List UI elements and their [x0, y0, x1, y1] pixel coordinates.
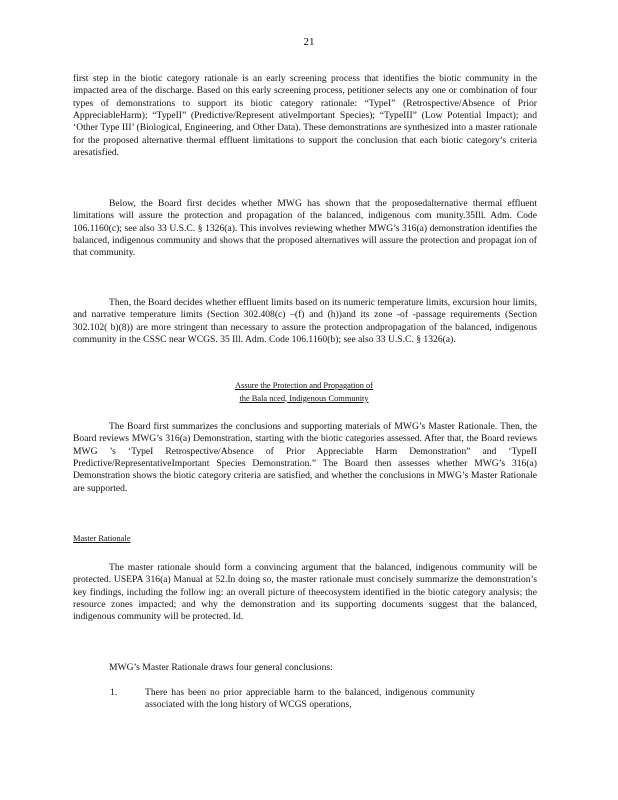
list-item-text: There has been no prior appreciable harm to the balanced, indigenous community associated with the long history of WCGS operations,	[145, 687, 475, 711]
paragraph-effluent-limits: Then, the Board decides whether effluent limits based on its numeric temperature limits, excursion hour limits, and narrative temperature limits (Section 302.408(c) –(f) and (h))and its zone -of -passage requirements (Section 302.102( b)(8)) are more stringent than necessary to assure the protection andpropagation of the balanced, indigenous community in the CSSC near WCGS. 35 Ill. Adm. Code 106.1160(b); see also 33 U.S.C. § 1326(a).	[73, 297, 537, 346]
subsection-heading: Master Rationale	[73, 534, 131, 543]
section-heading	[196, 380, 412, 405]
paragraph-screening-process: first step in the biotic category rationale is an early screening process that identifies the biotic community in the impacted area of the discharge. Based on this early screening process, petitioner selects any one or combination of four types of demonstrations to support its biotic category rationale: “TypeI” (Retrospective/Absence of Prior AppreciableHarm); “TypeII” (Predictive/Represent ativeImportant Species); “TypeIII” (Low Potential Impact); and ‘Other Type III’ (Biological, Engineering, and Other Data). These demonstrations are synthesized into a master rationale for the proposed alternative thermal effluent limitations to support the conclusion that each biotic category’s criteria aresatisfied.	[73, 73, 537, 159]
page-number: 21	[303, 36, 315, 48]
paragraph-board-summarizes: The Board first summarizes the conclusions and supporting materials of MWG’s Master Rationale. Then, the Board reviews MWG’s 316(a) Demonstration, starting with the biotic categories assessed. After that, the Board reviews MWG ’s ‘TypeI Retrospective/Absence of Prior Appreciable Harm Demonstration” and ‘TypeII Predictive/RepresentativeImportant Species Demonstration.” The Board then assesses whether MWG’s 316(a) Demonstration shows the biotic category criteria are satisfied, and whether the conclusions in MWG’s Master Rationale are supported.	[73, 421, 537, 494]
section-heading-line-2: the Bala nced, Indigenous Community	[239, 393, 369, 403]
section-heading-line-1: Assure the Protection and Propagation of	[235, 381, 373, 390]
paragraph-general-conclusions: MWG’s Master Rationale draws four general conclusions:	[109, 662, 333, 673]
list-item-number: 1.	[110, 687, 118, 698]
paragraph-master-rationale: The master rationale should form a convincing argument that the balanced, indigenous community will be protected. USEPA 316(a) Manual at 52.In doing so, the master rationale must concisely summarize the demonstration’s key findings, including the follow ing: an overall picture of theecosystem identified in the biotic category analysis; the resource zones impacted; and why the demonstration and its supporting documents suggest that the balanced, indigenous community will be protected. Id.	[73, 562, 537, 623]
paragraph-board-decides-protection: Below, the Board first decides whether MWG has shown that the proposedalternative thermal effluent limitations will assure the protection and propagation of the balanced, indigenous com munity.35Ill. Adm. Code 106.1160(c); see also 33 U.S.C. § 1326(a). This involves reviewing whether MWG’s 316(a) demonstration identifies the balanced, indigenous community and shows that the proposed alternatives will assure the protection and propagat ion of that community.	[73, 198, 537, 259]
